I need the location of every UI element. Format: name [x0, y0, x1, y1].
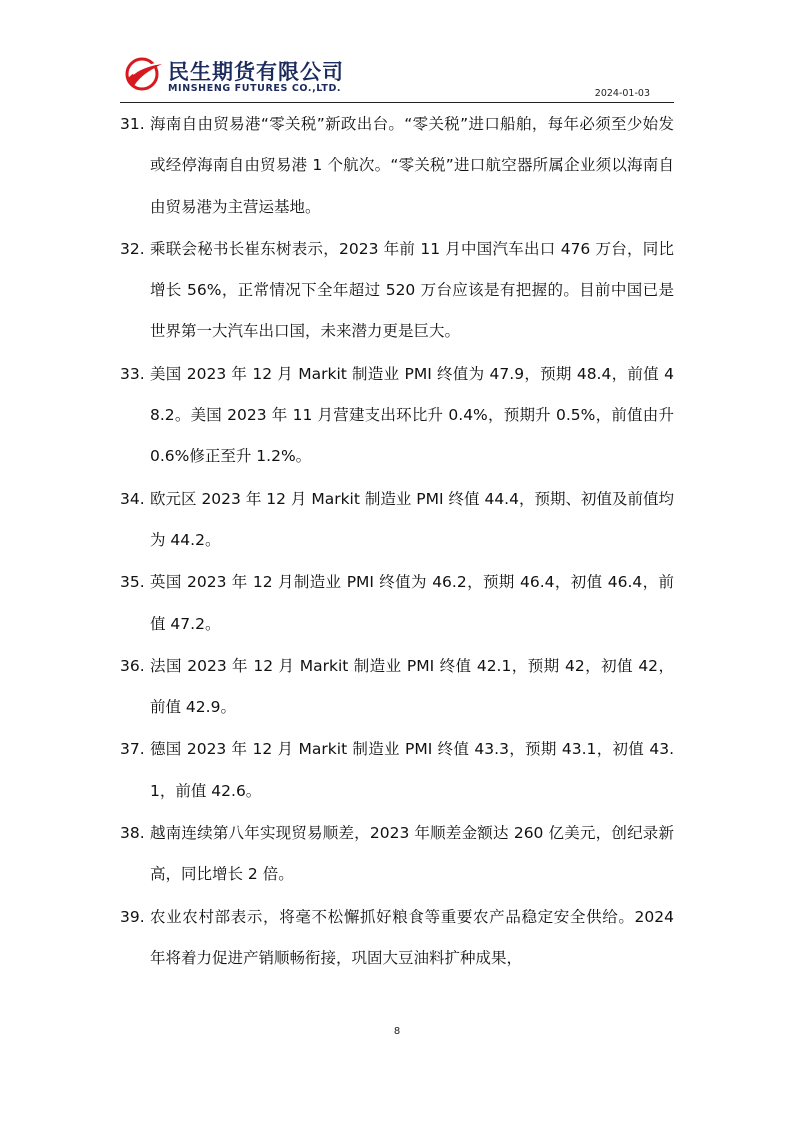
news-item-37: [120, 729, 674, 812]
item-number: 38.: [120, 824, 145, 843]
item-number: 37.: [120, 740, 145, 759]
item-text: 乘联会秘书长崔东树表示，2023 年前 11 月中国汽车出口 476 万台，同比增长 56%，正常情况下全年超过 520 万台应该是有把握的。目前中国已是世界第一大汽车出口国，未来潜力更是巨大。: [150, 239, 674, 341]
item-text: 德国 2023 年 12 月 Markit 制造业 PMI 终值 43.3，预期 43.1，初值 43.1，前值 42.6。: [150, 740, 674, 800]
item-text: 法国 2023 年 12 月 Markit 制造业 PMI 终值 42.1，预期 42，初值 42，前值 42.9。: [150, 656, 674, 717]
item-number: 34.: [120, 489, 145, 508]
item-number: 31.: [120, 115, 145, 133]
news-item-32: [120, 229, 674, 353]
news-item-36: [120, 646, 674, 729]
item-number: 39.: [120, 907, 145, 926]
news-item-31: [120, 104, 674, 228]
item-text: 越南连续第八年实现贸易顺差，2023 年顺差金额达 260 亿美元，创纪录新高，同比增长 2 倍。: [150, 824, 674, 884]
company-name-cn: 民生期货有限公司: [168, 60, 344, 84]
item-number: 33.: [120, 364, 145, 383]
news-item-33: [120, 354, 674, 478]
news-list: [120, 104, 674, 980]
item-text: 美国 2023 年 12 月 Markit 制造业 PMI 终值为 47.9，预期 48.4，前值 48.2。美国 2023 年 11 月营建支出环比升 0.4%，预期升 0.5%，前值由升 0.6%修正至升 1.2%。: [150, 364, 674, 466]
item-text: 海南自由贸易港“零关税”新政出台。“零关税”进口船舶，每年必须至少始发或经停海南自由贸易港 1 个航次。“零关税”进口航空器所属企业须以海南自由贸易港为主营运基地。: [150, 115, 674, 216]
page-header: [120, 54, 674, 103]
news-item-39: [120, 897, 674, 980]
news-item-34: [120, 479, 674, 562]
item-number: 36.: [120, 656, 145, 675]
item-number: 32.: [120, 239, 145, 258]
item-text: 欧元区 2023 年 12 月 Markit 制造业 PMI 终值 44.4，预期、初值及前值均为 44.2。: [150, 489, 674, 549]
company-name-en: MINSHENG FUTURES CO.,LTD.: [168, 83, 342, 94]
news-item-38: [120, 813, 674, 896]
minsheng-logo-icon: [124, 56, 164, 92]
page-number: 8: [393, 1026, 401, 1037]
item-text: 农业农村部表示，将毫不松懈抓好粮食等重要农产品稳定安全供给。2024 年将着力促进产销顺畅衔接，巩固大豆油料扩种成果，: [150, 907, 674, 967]
news-item-35: [120, 562, 674, 645]
report-date: 2024-01-03: [594, 88, 650, 99]
item-text: 英国 2023 年 12 月制造业 PMI 终值为 46.2，预期 46.4，初值 46.4，前值 47.2。: [150, 573, 674, 633]
item-number: 35.: [120, 573, 145, 592]
